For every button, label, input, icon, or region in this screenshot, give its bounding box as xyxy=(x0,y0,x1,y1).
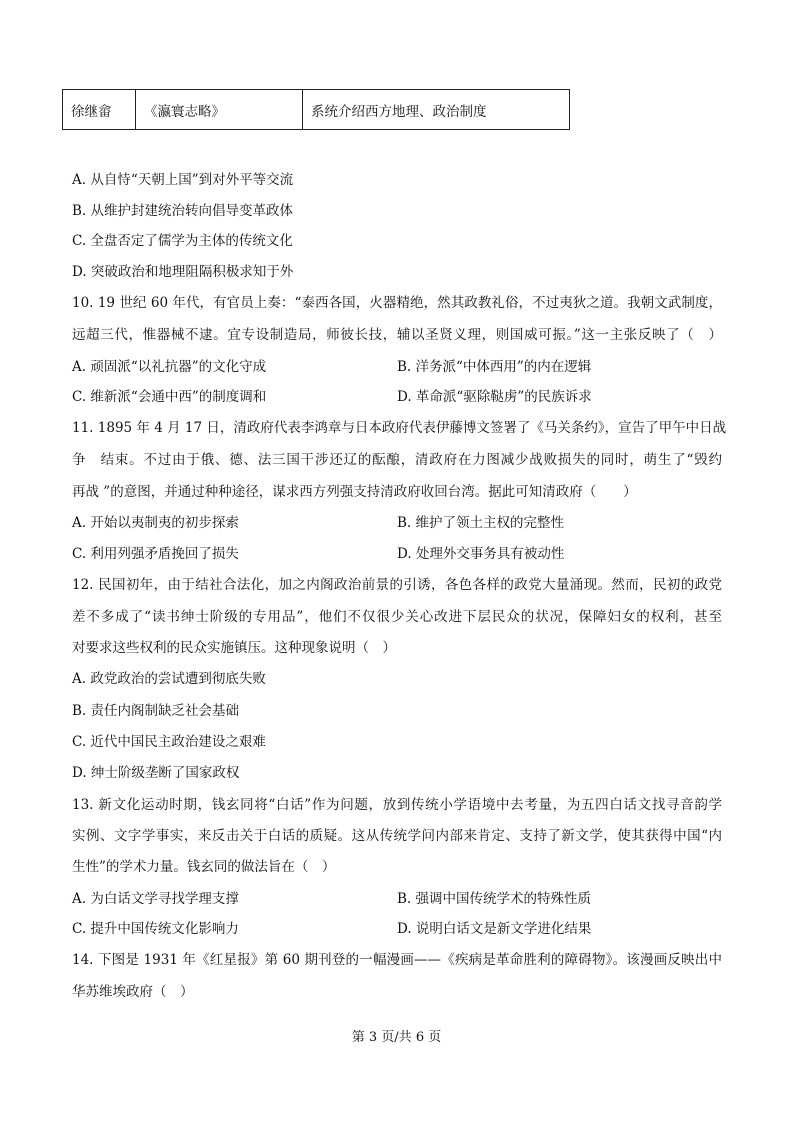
q13-stem-line2: 实例、文字学事实，来反击关于白话的质疑。这从传统学问内部来肯定、支持了新文学，使其获得中国“内 xyxy=(72,828,722,844)
q11-option-c: C. 利用列强矛盾挽回了损失 xyxy=(72,546,239,562)
q11-stem-line1: 11. 1895 年 4 月 17 日，清政府代表李鸿章与日本政府代表伊藤博文签署了《马关条约》，宣告了甲午中日战 xyxy=(72,420,727,436)
q9-option-c: C. 全盘否定了儒学为主体的传统文化 xyxy=(72,233,293,249)
table-cell-book: 《瀛寰志略》 xyxy=(136,90,303,130)
q9-option-a: A. 从自恃“天朝上国”到对外平等交流 xyxy=(72,172,294,188)
q13-option-b: B. 强调中国传统学术的特殊性质 xyxy=(397,891,592,907)
table-cell-content: 系统介绍西方地理、政治制度 xyxy=(303,90,570,130)
q9-option-d: D. 突破政治和地理阻隔积极求知于外 xyxy=(72,264,294,280)
q10-option-b: B. 洋务派“中体西用”的内在逻辑 xyxy=(397,359,592,375)
q13-option-a: A. 为白话文学寻找学理支撑 xyxy=(72,891,239,907)
q10-option-d: D. 革命派“驱除鞑虏”的民族诉求 xyxy=(397,389,592,405)
q10-stem-line1: 10. 19 世纪 60 年代，有官员上奏：“泰西各国，火器精绝，然其政教礼俗，不过夷狄之道。我朝文武制度， xyxy=(72,295,722,311)
q12-option-a: A. 政党政治的尝试遭到彻底失败 xyxy=(72,671,266,687)
q13-stem-line1: 13. 新文化运动时期，钱玄同将“白话”作为问题，放到传统小学语境中去考量，为五四白话文找寻音韵学 xyxy=(72,797,722,813)
q12-option-d: D. 绅士阶级垄断了国家政权 xyxy=(72,765,240,781)
q12-option-c: C. 近代中国民主政治建设之艰难 xyxy=(72,734,266,750)
q13-option-d: D. 说明白话文是新文学进化结果 xyxy=(397,921,592,937)
info-table xyxy=(62,89,570,130)
q12-stem-line3: 对要求这些权利的民众实施镇压。这种现象说明（ ） xyxy=(72,640,396,656)
q10-stem-line2: 远超三代，惟器械不逮。宜专设制造局，师彼长技，辅以圣贤义理，则国威可振。”这一主张反映了（ ） xyxy=(72,327,722,343)
page-footer: 第 3 页/共 6 页 xyxy=(351,1030,442,1045)
table-row xyxy=(63,90,570,130)
q11-stem-line2: 争 结束。不过由于俄、德、法三国干涉还辽的酝酿，清政府在力图减少战败损失的同时，萌生了“毁约 xyxy=(72,452,722,468)
q12-stem-line2: 差不多成了“读书绅士阶级的专用品”，他们不仅很少关心改进下层民众的状况，保障妇女的权利，甚至 xyxy=(72,609,722,625)
q11-option-a: A. 开始以夷制夷的初步探索 xyxy=(72,515,239,531)
q12-stem-line1: 12. 民国初年，由于结社合法化，加之内阁政治前景的引诱，各色各样的政党大量涌现。然而，民初的政党 xyxy=(72,577,722,593)
q11-option-d: D. 处理外交事务具有被动性 xyxy=(397,546,565,562)
q10-option-a: A. 顽固派“以礼抗器”的文化守成 xyxy=(72,359,267,375)
q11-option-b: B. 维护了领土主权的完整性 xyxy=(397,515,565,531)
q13-option-c: C. 提升中国传统文化影响力 xyxy=(72,921,239,937)
q13-stem-line3: 生性”的学术力量。钱玄同的做法旨在（ ） xyxy=(72,859,336,875)
table-cell-author: 徐继畲 xyxy=(63,90,136,130)
q14-stem-line1: 14. 下图是 1931 年《红星报》第 60 期刊登的一幅漫画——《疾病是革命胜利的障碍物》。该漫画反映出中 xyxy=(72,952,722,968)
q12-option-b: B. 责任内阁制缺乏社会基础 xyxy=(72,703,240,719)
q11-stem-line3: 再战 ”的意图，并通过种种途径，谋求西方列强支持清政府收回台湾。据此可知清政府（ ） xyxy=(72,484,637,500)
q9-option-b: B. 从维护封建统治转向倡导变革政体 xyxy=(72,203,294,219)
q14-stem-line2: 华苏维埃政府（ ） xyxy=(72,984,194,1000)
q10-option-c: C. 维新派“会通中西”的制度调和 xyxy=(72,389,267,405)
